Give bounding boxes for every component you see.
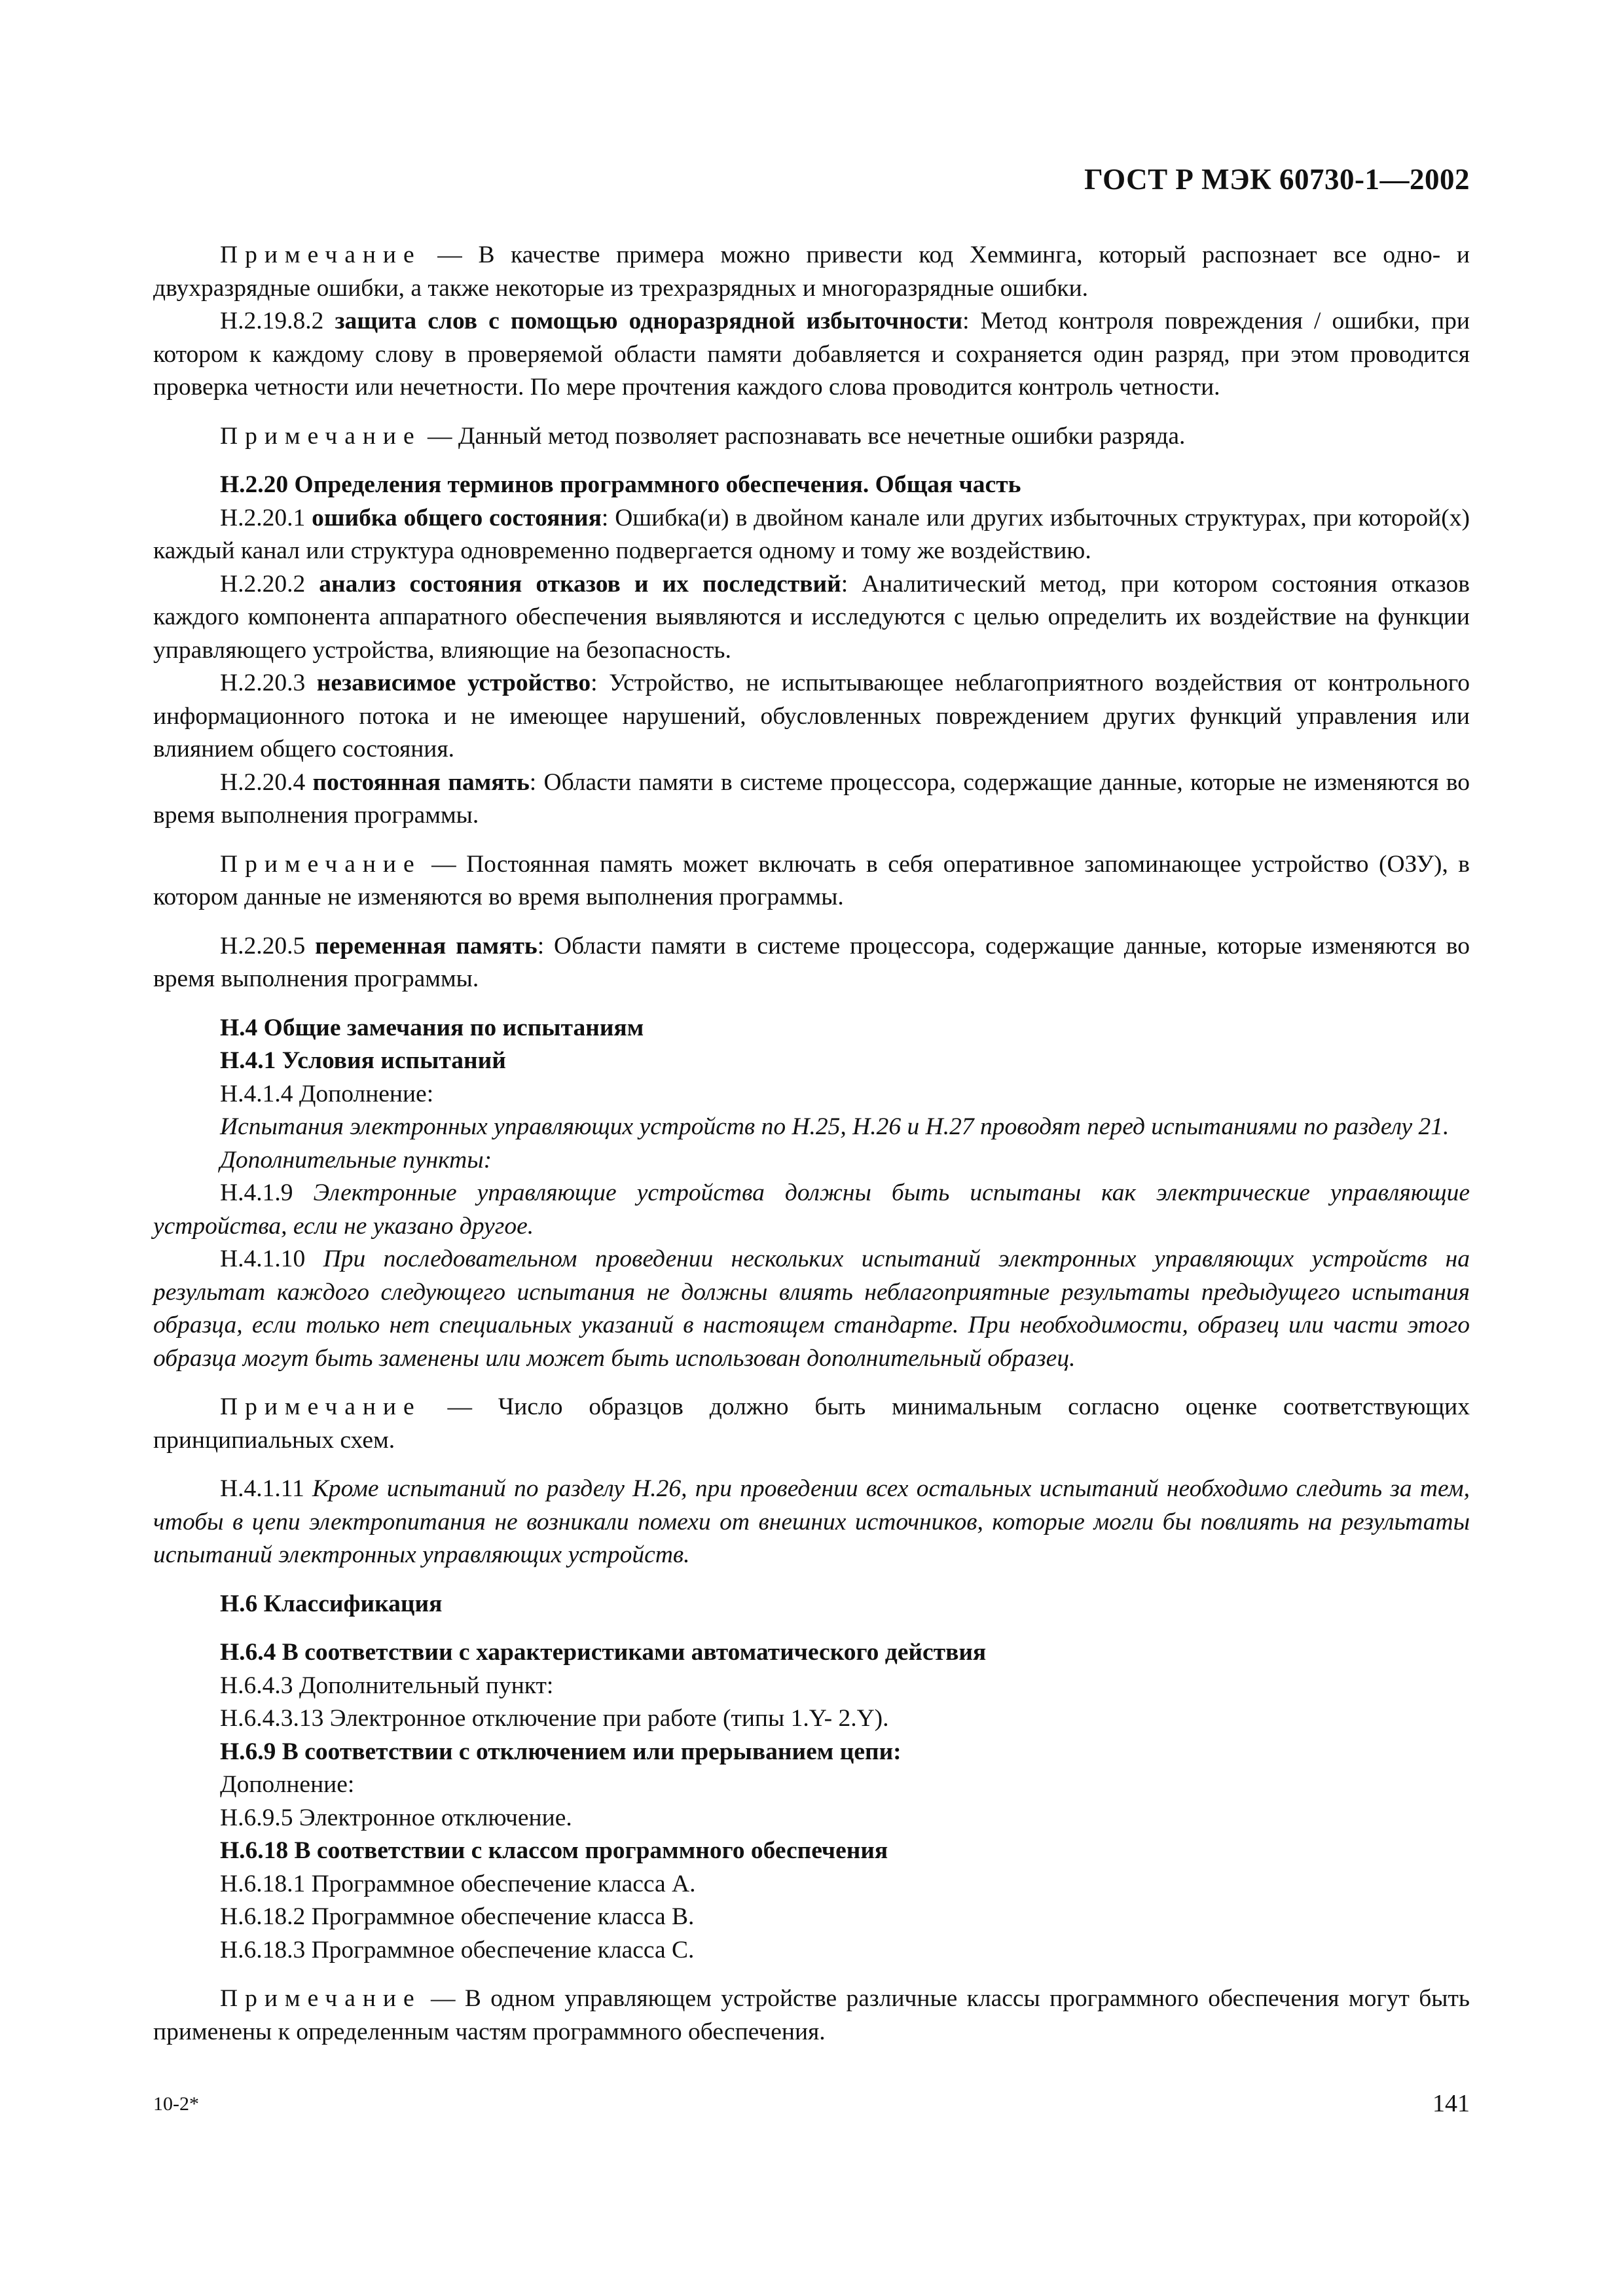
- definition-paragraph: [153, 305, 1470, 404]
- note-text: — В качестве примера можно привести код Хемминга, который распознает все одно- и двухразрядные ошибки, а также некоторые из трехразрядных и многоразрядные ошибки.: [153, 242, 1470, 302]
- definition-text: : Области памяти в системе процессора, содержащие данные, которые не изменяются во время выполнения программы.: [153, 768, 1470, 829]
- clause-number: Н.4.1.10: [220, 1246, 323, 1272]
- note-paragraph: [153, 239, 1470, 305]
- text-paragraph: Н.6.18.3 Программное обеспечение класса С.: [220, 1936, 695, 1964]
- text-paragraph: Н.6.18.2 Программное обеспечение класса В.: [220, 1903, 695, 1930]
- note-paragraph: [153, 848, 1470, 914]
- section-heading: Н.2.20 Определения терминов программного обеспечения. Общая часть: [220, 471, 1021, 498]
- clause-number: Н.2.20.3: [220, 670, 317, 696]
- note-text: — Число образцов должно быть минимальным согласно оценке соответствующих принципиальных схем.: [153, 1393, 1470, 1454]
- italic-paragraph: Дополнительные пункты:: [220, 1146, 492, 1174]
- note-label: Примечание: [220, 422, 422, 450]
- note-label: Примечание: [220, 242, 422, 268]
- document-header-title: ГОСТ Р МЭК 60730-1—2002: [1084, 163, 1470, 196]
- defined-term: анализ состояния отказов и их последствий: [319, 570, 841, 598]
- defined-term: постоянная память: [312, 768, 530, 796]
- section-heading: Н.6 Классификация: [220, 1590, 443, 1617]
- section-heading: Н.4 Общие замечания по испытаниям: [220, 1014, 644, 1041]
- definition-paragraph: [153, 930, 1470, 996]
- definition-paragraph: [153, 568, 1470, 668]
- definition-text: : Устройство, не испытывающее неблагоприятного воздействия от контрольного информационного потока и не имеющее нарушений, обусловленных повреждением других функций управления или влиянием общего состояния.: [153, 670, 1470, 762]
- text-paragraph: Н.6.18.1 Программное обеспечение класса А.: [220, 1870, 696, 1897]
- text-paragraph: Н.6.4.3.13 Электронное отключение при работе (типы 1.Y- 2.Y).: [220, 1705, 889, 1732]
- clause-number: Н.2.20.4: [220, 768, 313, 796]
- note-text: — Данный метод позволяет распознавать все нечетные ошибки разряда.: [421, 422, 1186, 450]
- clause-paragraph: [153, 1177, 1470, 1243]
- note-paragraph: [153, 1982, 1470, 2049]
- note-text: — В одном управляющем устройстве различные классы программного обеспечения могут быть применены к определенным частям программного обеспечения.: [153, 1985, 1470, 2045]
- clause-number: Н.4.1.11: [220, 1475, 313, 1502]
- note-paragraph: [153, 420, 1470, 454]
- defined-term: защита слов с помощью одноразрядной избыточности: [335, 308, 963, 334]
- clause-paragraph: [153, 1243, 1470, 1375]
- note-paragraph: [153, 1391, 1470, 1457]
- text-paragraph: Дополнение:: [220, 1771, 355, 1798]
- text-paragraph: Н.4.1.4 Дополнение:: [220, 1080, 434, 1107]
- clause-number: Н.4.1.9: [220, 1179, 314, 1206]
- clause-number: Н.2.20.1: [220, 504, 312, 531]
- definition-paragraph: [153, 667, 1470, 766]
- document-body: [153, 239, 1470, 2049]
- definition-paragraph: [153, 766, 1470, 833]
- clause-paragraph: [153, 1473, 1470, 1572]
- text-paragraph: Н.6.9.5 Электронное отключение.: [220, 1804, 572, 1831]
- clause-number: Н.2.20.2: [220, 570, 319, 598]
- page-number: 141: [1432, 2090, 1470, 2117]
- note-text: — Постоянная память может включать в себя оперативное запоминающее устройство (ОЗУ), в котором данные не изменяются во время выполнения программы.: [153, 850, 1470, 910]
- definition-text: : Аналитический метод, при котором состояния отказов каждого компонента аппаратного обеспечения выявляются и исследуются с целью определить их воздействие на функции управляющего устройства, влияющие на безопасность.: [153, 570, 1470, 664]
- section-heading: Н.6.9 В соответствии с отключением или прерыванием цепи:: [220, 1738, 902, 1765]
- section-heading: Н.6.18 В соответствии с классом программного обеспечения: [220, 1837, 888, 1864]
- section-heading: Н.4.1 Условия испытаний: [220, 1047, 506, 1074]
- definition-text: : Области памяти в системе процессора, содержащие данные, которые изменяются во время выполнения программы.: [153, 932, 1470, 992]
- clause-number: Н.2.19.8.2: [220, 308, 335, 334]
- note-label: Примечание: [220, 1393, 422, 1420]
- note-label: Примечание: [220, 850, 422, 878]
- clause-text: При последовательном проведении нескольких испытаний электронных управляющих устройств на результат каждого следующего испытания не должны влиять неблагоприятные результаты предыдущего испытания образца, если только нет специальных указаний в настоящем стандарте. При необходимости, образец или части этого образца могут быть заменены или может быть использован дополнительный образец.: [153, 1246, 1470, 1372]
- definition-text: : Метод контроля повреждения / ошибки, при котором к каждому слову в проверяемой области памяти добавляется и сохраняется один разряд, при этом проводится проверка четности или нечетности. По мере прочтения каждого слова проводится контроль четности.: [153, 308, 1470, 401]
- clause-text: Электронные управляющие устройства должны быть испытаны как электрические управляющие устройства, если не указано другое.: [153, 1179, 1470, 1240]
- text-paragraph: Н.6.4.3 Дополнительный пункт:: [220, 1672, 554, 1699]
- italic-paragraph: Испытания электронных управляющих устройств по Н.25, Н.26 и Н.27 проводят перед испытаниями по разделу 21.: [220, 1113, 1450, 1140]
- defined-term: независимое устройство: [316, 670, 591, 696]
- footer-sheet-mark: 10-2*: [153, 2093, 199, 2115]
- defined-term: ошибка общего состояния: [312, 504, 602, 531]
- clause-text: Кроме испытаний по разделу Н.26, при проведении всех остальных испытаний необходимо следить за тем, чтобы в цепи электропитания не возникали помехи от внешних источников, которые могли бы повлиять на результаты испытаний электронных управляющих устройств.: [153, 1475, 1470, 1568]
- definition-paragraph: [153, 502, 1470, 568]
- definition-text: : Ошибка(и) в двойном канале или других избыточных структурах, при которой(х) каждый канал или структура одновременно подвергается одному и тому же воздействию.: [153, 504, 1470, 564]
- note-label: Примечание: [220, 1985, 422, 2012]
- defined-term: переменная память: [315, 932, 538, 960]
- clause-number: Н.2.20.5: [220, 932, 316, 960]
- section-heading: Н.6.4 В соответствии с характеристиками автоматического действия: [220, 1639, 987, 1666]
